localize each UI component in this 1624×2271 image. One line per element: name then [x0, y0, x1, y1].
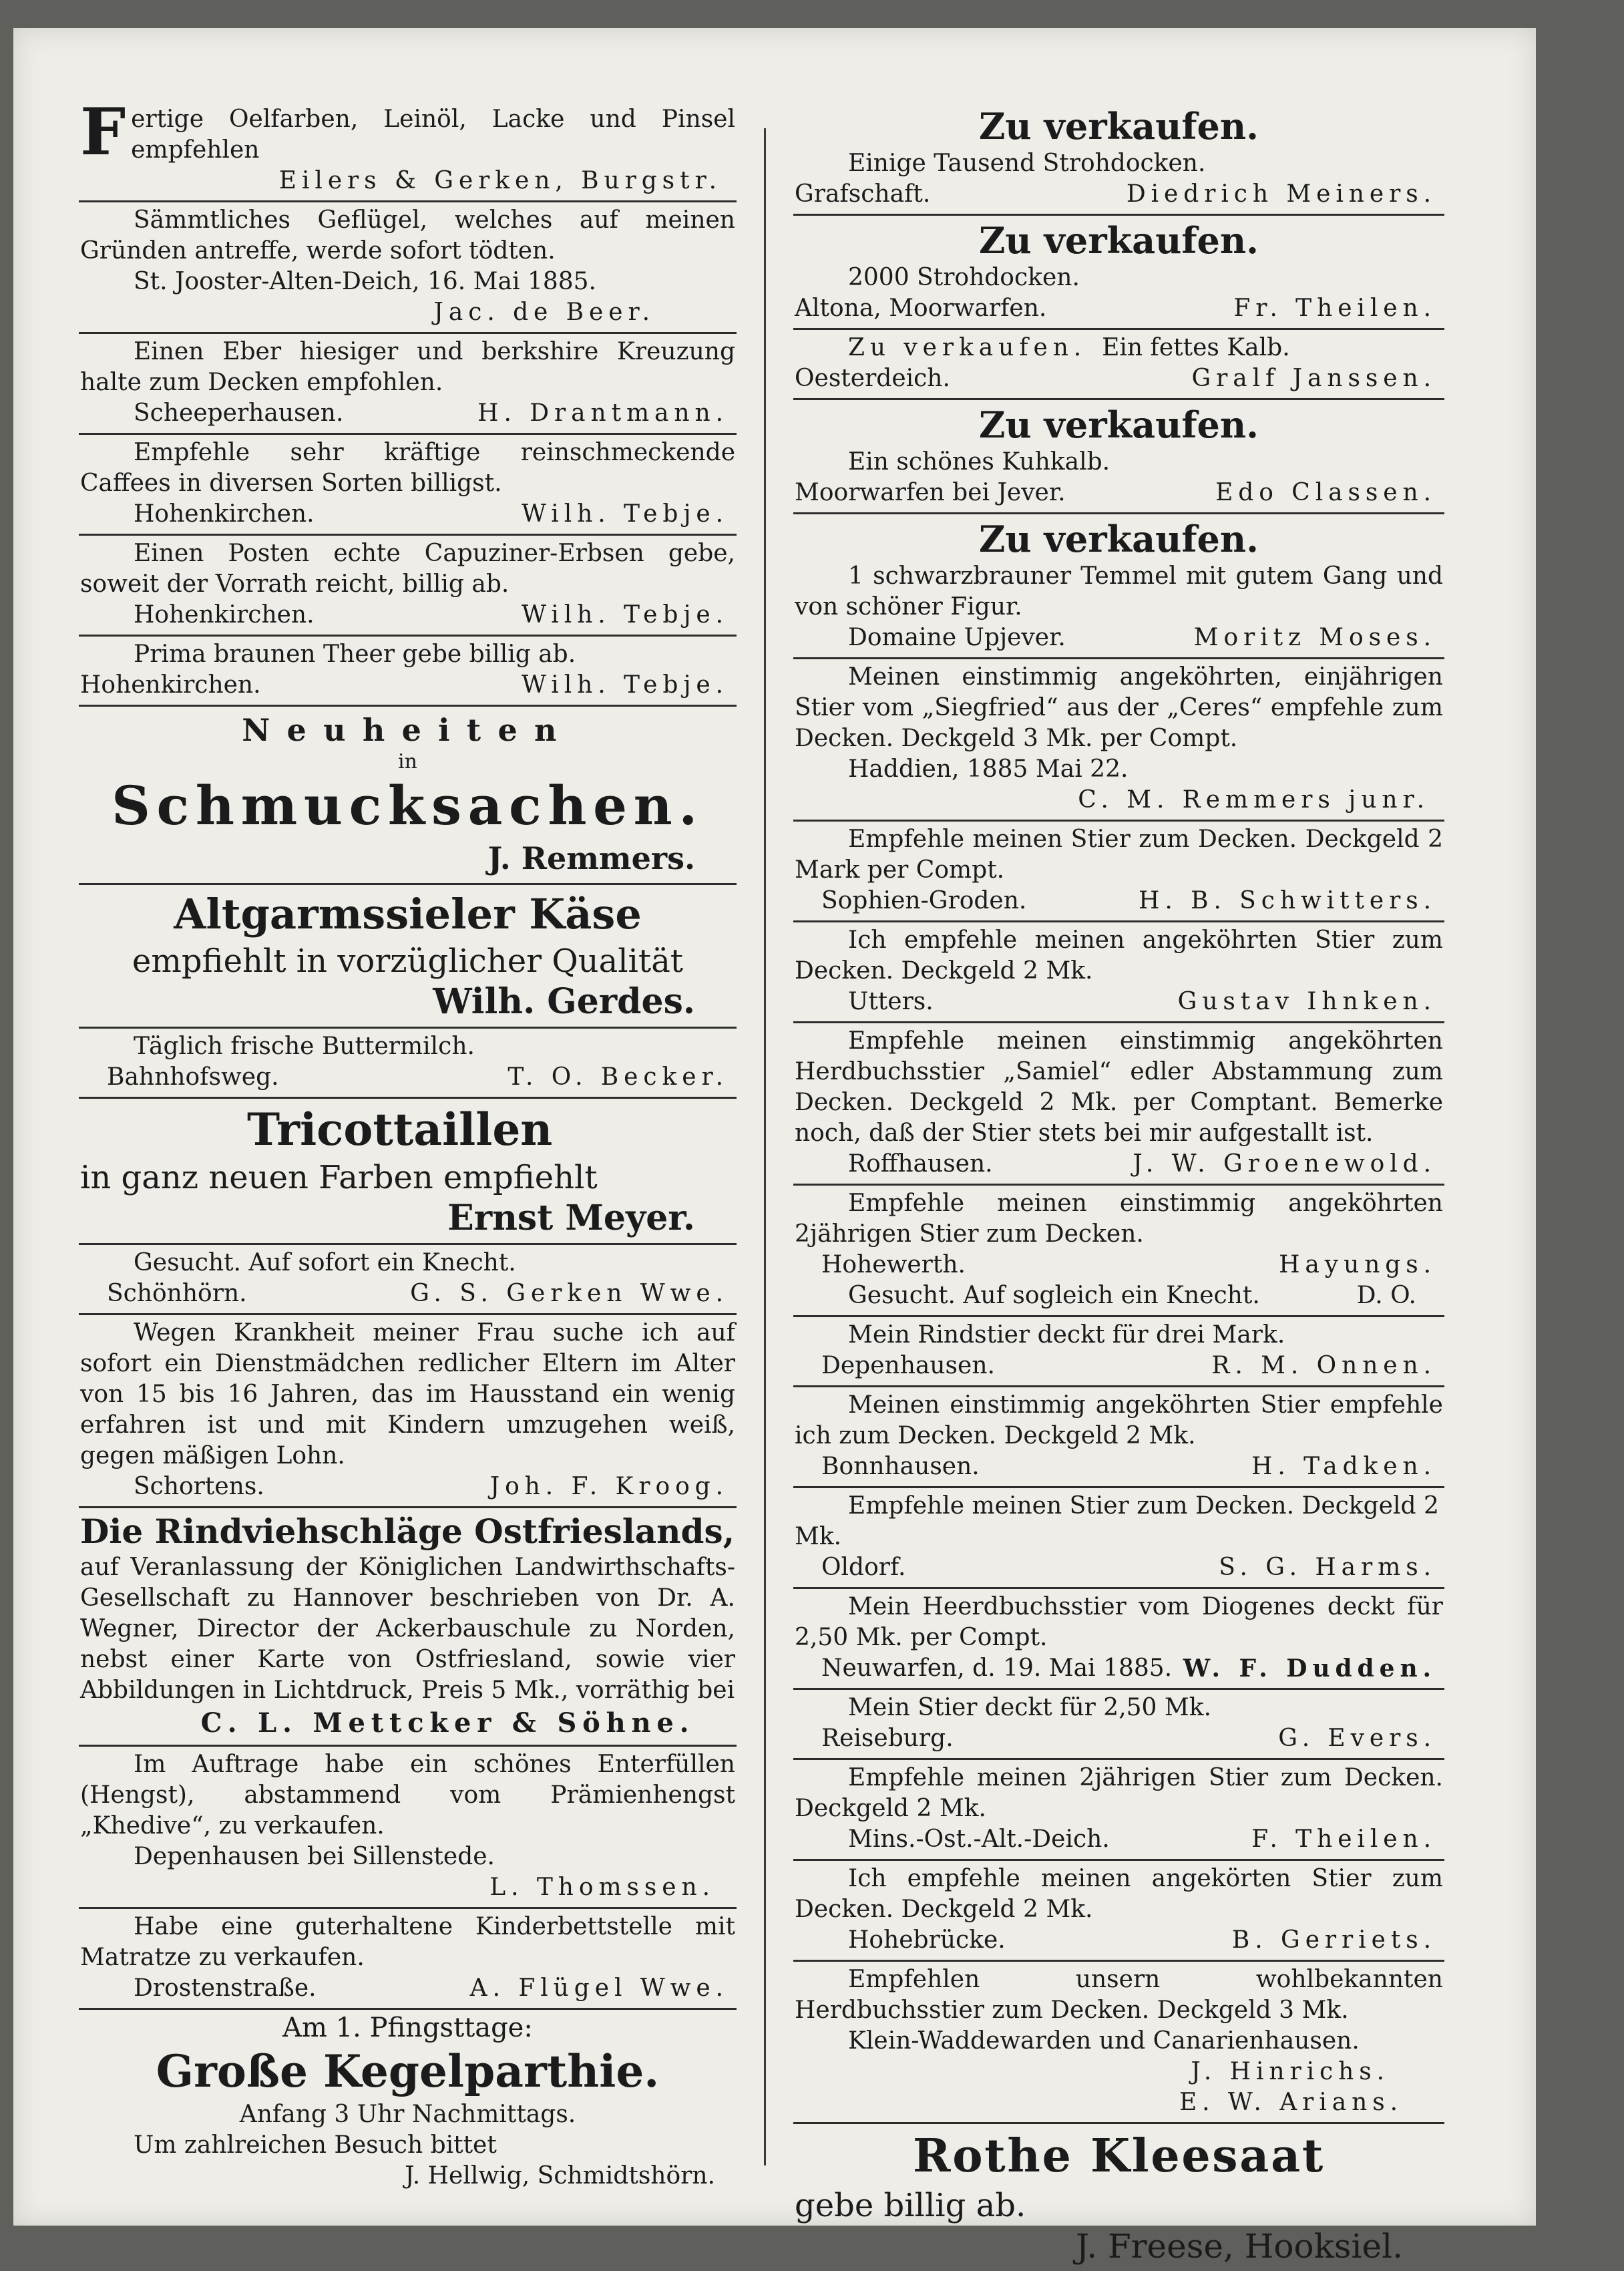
- ad-place: Bonnhausen.: [821, 1453, 980, 1480]
- ad-place: Moorwarfen bei Jever.: [795, 479, 1066, 506]
- ad-signature: Eilers & Gerken, Burgstr.: [278, 167, 722, 194]
- ad-erbsen: [79, 536, 737, 637]
- ad-place: Drostenstraße.: [134, 1974, 317, 2002]
- ad-text: Empfehle meinen einstimmig angeköhrten 2jährigen Stier zum Decken.: [795, 1190, 1443, 1248]
- ad-temmel: [793, 514, 1444, 659]
- ad-kegelparthie: [79, 2010, 737, 2196]
- ad-place: Neuwarfen, d. 19. Mai 1885.: [821, 1654, 1173, 1682]
- ad-signature: Ernst Meyer.: [447, 1198, 695, 1238]
- ad-place: Hohebrücke.: [848, 1926, 1006, 1954]
- ad-text: Um zahlreichen Besuch bittet: [134, 2131, 497, 2159]
- drop-cap: F: [80, 94, 126, 170]
- ad-text: 2000 Strohdocken.: [848, 264, 1080, 291]
- ad-stier-remmers: [793, 659, 1444, 822]
- ad-subheading: gebe billig ab.: [795, 2187, 1026, 2224]
- ad-stier-ihnken: [793, 922, 1444, 1023]
- ad-kuhkalb: [793, 400, 1444, 514]
- ad-place: Grafschaft.: [795, 180, 931, 208]
- ad-place: Schönhörn.: [107, 1280, 247, 1307]
- ad-place: Oldorf.: [821, 1554, 906, 1581]
- ad-text: Mein Stier deckt für 2,50 Mk.: [848, 1694, 1212, 1721]
- ad-subheading: Am 1. Pfingsttage:: [282, 2013, 533, 2043]
- ad-stier-hayungs: [793, 1186, 1444, 1317]
- ad-stier-gerriets: [793, 1861, 1444, 1962]
- ad-signature: J. W. Groenewold.: [1133, 1150, 1436, 1178]
- ad-stier-tadken: [793, 1387, 1444, 1488]
- ad-place: Klein-Waddewarden und Canarienhausen.: [848, 2027, 1360, 2055]
- ad-signature: S. G. Harms.: [1219, 1554, 1436, 1581]
- ad-signature: L. Thomssen.: [489, 1874, 715, 1901]
- ad-rindviehschlaege: [79, 1508, 737, 1747]
- ad-subheading: in: [398, 750, 417, 773]
- ad-buttermilch: [79, 1029, 737, 1099]
- ad-text: Empfehle meinen Stier zum Decken. Deckgeld 2 Mark per Compt.: [795, 826, 1443, 884]
- ad-place: Roffhausen.: [848, 1150, 993, 1178]
- ad-text: Empfehlen unsern wohlbekannten Herdbuchsstier zum Decken. Deckgeld 3 Mk.: [795, 1966, 1443, 2024]
- column-divider: [764, 128, 766, 2165]
- ad-signature: H. Drantmann.: [477, 399, 729, 427]
- ad-heading: Neuheiten: [242, 712, 574, 748]
- ad-eber: [79, 334, 737, 435]
- ad-signature: F. Theilen.: [1251, 1825, 1436, 1853]
- ad-text: Gesucht. Auf sofort ein Knecht.: [134, 1249, 516, 1276]
- ad-rindstier-onnen: [793, 1317, 1444, 1387]
- ad-signature: Moritz Moses.: [1193, 624, 1436, 651]
- ad-signature: H. Tadken.: [1251, 1453, 1436, 1480]
- ad-text: Gesucht. Auf sogleich ein Knecht.: [848, 1282, 1260, 1309]
- ad-text: Täglich frische Buttermilch.: [134, 1033, 475, 1060]
- ad-text: Meinen einstimmig angeköhrten Stier empfehle ich zum Decken. Deckgeld 2 Mk.: [795, 1391, 1443, 1449]
- ad-headline: Altgarmssieler Käse: [174, 890, 642, 938]
- ad-tricottaillen: [79, 1099, 737, 1245]
- ad-signature: C. M. Remmers junr.: [1078, 786, 1430, 814]
- ad-headline: Zu verkaufen.: [979, 518, 1259, 560]
- ad-place: Mins.-Ost.-Alt.-Deich.: [848, 1825, 1110, 1853]
- ad-signature: A. Flügel Wwe.: [469, 1974, 729, 2002]
- ad-stier-schwitters: [793, 822, 1444, 922]
- ad-signature: H. B. Schwitters.: [1139, 887, 1436, 914]
- ad-kleesaat: [793, 2124, 1444, 2271]
- ad-text: Einen Eber hiesiger und berkshire Kreuzung halte zum Decken empfohlen.: [80, 338, 735, 396]
- ad-place: Utters.: [848, 988, 934, 1015]
- ad-caffees: [79, 435, 737, 536]
- ad-signature: J. Freese, Hooksiel.: [1076, 2227, 1403, 2266]
- ad-signature: Joh. F. Kroog.: [489, 1473, 729, 1500]
- ad-place: Schortens.: [134, 1473, 264, 1500]
- ad-place: Bahnhofsweg.: [107, 1063, 279, 1091]
- ad-subheading: in ganz neuen Farben empfiehlt: [80, 1159, 598, 1196]
- ad-signature: Hayungs.: [1279, 1251, 1436, 1278]
- ad-signature: C. L. Mettcker & Söhne.: [200, 1707, 695, 1739]
- ad-text: auf Veranlassung der Königlichen Landwirthschafts-Gesellschaft zu Hannover beschrieben von Dr. A. Wegner, Director der Ackerbauschule zu Norden, nebst einer Karte von Ostfriesland, sowie vier Abbildungen in Lichtdruck, Preis 5 Mk., vorräthig bei: [80, 1554, 735, 1704]
- ad-oelfarben: [79, 94, 737, 202]
- ad-place: Depenhausen.: [821, 1352, 995, 1379]
- ad-headline: Große Kegelparthie.: [156, 2045, 660, 2097]
- ad-signature: G. Evers.: [1278, 1725, 1436, 1752]
- ad-dienstmaedchen: [79, 1315, 737, 1508]
- ad-subheading: empfiehlt in vorzüglicher Qualität: [132, 942, 684, 980]
- ad-signature: J. Hellwig, Schmidtshörn.: [405, 2162, 715, 2190]
- ad-signature: T. O. Becker.: [508, 1063, 729, 1091]
- ad-strohdocken-2: [793, 216, 1444, 330]
- ad-stier-evers: [793, 1690, 1444, 1760]
- ad-signature: E. W. Arians.: [1179, 2089, 1403, 2116]
- ad-schmucksachen: [79, 707, 737, 885]
- ad-signature: Wilh. Tebje.: [522, 601, 729, 629]
- ad-signature: Gustav Ihnken.: [1177, 988, 1436, 1015]
- ad-text: Einige Tausend Strohdocken.: [848, 150, 1206, 177]
- ad-signature: Jac. de Beer.: [433, 299, 655, 326]
- ad-text: Ich empfehle meinen angeköhrten Stier zum Decken. Deckgeld 2 Mk.: [795, 926, 1443, 985]
- ad-text: Wegen Krankheit meiner Frau suche ich auf sofort ein Dienstmädchen redlicher Eltern im Alter von 15 bis 16 Jahren, das im Hausstand ein wenig erfahren ist und mit Kindern umzugehen weiß, gegen mäßigen Lohn.: [80, 1319, 735, 1469]
- ad-place: Altona, Moorwarfen.: [795, 295, 1047, 322]
- ad-gefluegel: [79, 202, 737, 334]
- ad-place: Hohenkirchen.: [134, 601, 315, 629]
- ad-text: Empfehle meinen einstimmig angeköhrten Herdbuchsstier „Samiel“ edler Abstammung zum Decken. Deckgeld 2 Mk. per Comptant. Bemerke noch, daß der Stier stets bei mir aufgestallt ist.: [795, 1027, 1443, 1147]
- ad-text: Ich empfehle meinen angekörten Stier zum Decken. Deckgeld 2 Mk.: [795, 1865, 1443, 1923]
- ad-stier-harms: [793, 1488, 1444, 1589]
- ad-signature: B. Gerriets.: [1231, 1926, 1436, 1954]
- ad-signature: Diedrich Meiners.: [1126, 180, 1436, 208]
- ad-place: Hohenkirchen.: [80, 671, 261, 699]
- ad-stier-groenewold: [793, 1023, 1444, 1186]
- ad-place: Hohenkirchen.: [134, 500, 315, 528]
- ad-headline: Zu verkaufen.: [979, 219, 1259, 262]
- ad-headline: Zu verkaufen.: [848, 334, 1087, 361]
- ad-text: Im Auftrage habe ein schönes Enterfüllen (Hengst), abstammend vom Prämienhengst „Khedive“, zu verkaufen.: [80, 1751, 735, 1840]
- ad-text: Sämmtliches Geflügel, welches auf meinen Gründen antreffe, werde sofort tödten.: [80, 206, 735, 265]
- ad-herdbuchsstier: [793, 1962, 1444, 2124]
- ad-headline: Schmucksachen.: [112, 774, 704, 837]
- ad-signature: G. S. Gerken Wwe.: [410, 1280, 729, 1307]
- ad-text: ertige Oelfarben, Leinöl, Lacke und Pinsel empfehlen: [131, 106, 735, 164]
- ad-text: Anfang 3 Uhr Nachmittags.: [239, 2101, 576, 2128]
- ad-signature: Fr. Theilen.: [1233, 295, 1436, 322]
- ad-text: Ein schönes Kuhkalb.: [848, 448, 1110, 476]
- ad-signature: Gralf Janssen.: [1191, 365, 1436, 392]
- ad-text: Mein Rindstier deckt für drei Mark.: [848, 1321, 1285, 1349]
- ad-text: Empfehle sehr kräftige reinschmeckende Caffees in diversen Sorten billigst.: [80, 439, 735, 497]
- ad-text: Prima braunen Theer gebe billig ab.: [134, 641, 576, 668]
- ad-knecht: [79, 1245, 737, 1315]
- ad-place: Hohewerth.: [821, 1251, 966, 1278]
- ad-strohdocken-1: [793, 102, 1444, 216]
- ad-signature: Wilh. Tebje.: [522, 500, 729, 528]
- ad-signature: J. Hinrichs.: [1191, 2058, 1390, 2085]
- ad-text: Mein Heerdbuchsstier vom Diogenes deckt für 2,50 Mk. per Compt.: [795, 1593, 1443, 1651]
- ad-text: Meinen einstimmig angeköhrten, einjährigen Stier vom „Siegfried“ aus der „Ceres“ empfehle zum Decken. Deckgeld 3 Mk. per Compt.: [795, 663, 1443, 752]
- newspaper-page: [13, 28, 1536, 2266]
- right-column: [793, 102, 1444, 2271]
- ad-theer: [79, 637, 737, 707]
- ad-signature: J. Remmers.: [487, 840, 695, 876]
- ad-signature: D. O.: [1356, 1282, 1416, 1309]
- ad-signature: Edo Classen.: [1215, 479, 1436, 506]
- ad-stier-dudden: [793, 1589, 1444, 1690]
- ad-text: Habe eine guterhaltene Kinderbettstelle mit Matratze zu verkaufen.: [80, 1913, 735, 1971]
- ad-headline: Tricottaillen: [247, 1103, 553, 1156]
- ad-text: Empfehle meinen 2jährigen Stier zum Decken. Deckgeld 2 Mk.: [795, 1764, 1443, 1822]
- ad-place: Domaine Upjever.: [848, 624, 1066, 651]
- ad-kaese: [79, 885, 737, 1029]
- ad-text: 1 schwarzbrauner Temmel mit gutem Gang und von schöner Figur.: [795, 562, 1443, 621]
- ad-place: Depenhausen bei Sillenstede.: [134, 1843, 495, 1870]
- ad-place: Scheeperhausen.: [134, 399, 344, 427]
- ad-date: St. Jooster-Alten-Deich, 16. Mai 1885.: [134, 268, 596, 295]
- ad-headline: Die Rindviehschläge Ostfrieslands,: [80, 1512, 735, 1551]
- ad-signature: Wilh. Tebje.: [522, 671, 729, 699]
- ad-signature: Wilh. Gerdes.: [433, 981, 695, 1022]
- ad-kinderbettstelle: [79, 1909, 737, 2010]
- ad-signature: W. F. Dudden.: [1183, 1654, 1436, 1683]
- ad-headline: Rothe Kleesaat: [912, 2129, 1325, 2183]
- ad-headline: Zu verkaufen.: [979, 403, 1259, 446]
- ad-text: Empfehle meinen Stier zum Decken. Deckgeld 2 Mk.: [795, 1492, 1439, 1550]
- ad-text: Einen Posten echte Capuziner-Erbsen gebe, soweit der Vorrath reicht, billig ab.: [80, 540, 735, 598]
- ad-place: Sophien-Groden.: [821, 887, 1027, 914]
- ad-headline: Zu verkaufen.: [979, 105, 1259, 148]
- ad-date: Haddien, 1885 Mai 22.: [848, 755, 1129, 783]
- ad-stier-theilen: [793, 1760, 1444, 1861]
- ad-place: Reiseburg.: [821, 1725, 954, 1752]
- ad-signature: R. M. Onnen.: [1211, 1352, 1436, 1379]
- ad-text: Ein fettes Kalb.: [1102, 334, 1290, 361]
- ad-enterfuellen: [79, 1747, 737, 1909]
- left-column: [79, 94, 737, 2196]
- ad-place: Oesterdeich.: [795, 365, 950, 392]
- ad-kalb: [793, 330, 1444, 400]
